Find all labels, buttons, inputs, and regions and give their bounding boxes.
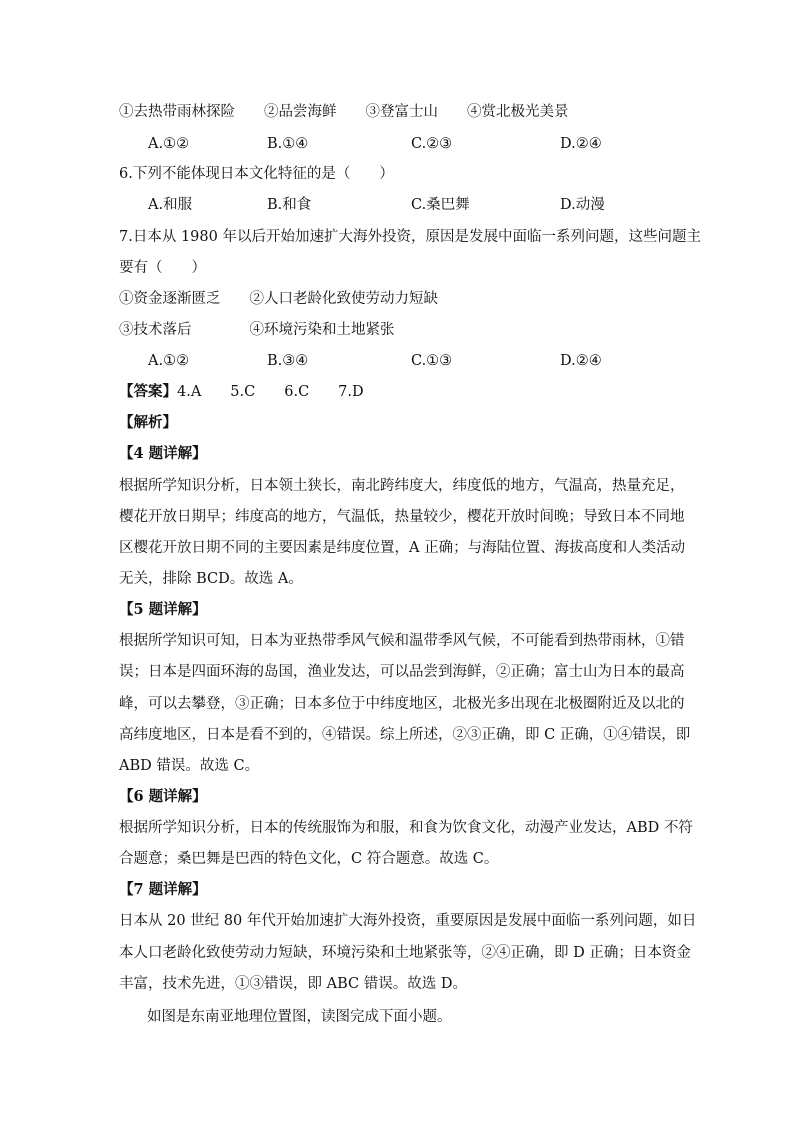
detail6-line: 根据所学知识分析，日本的传统服饰为和服，和食为饮食文化，动漫产业发达，ABD 不符: [119, 820, 693, 836]
answer-text: 4.A 5.C 6.C 7.D: [177, 384, 364, 400]
q7-option-d: D.②④: [560, 353, 602, 369]
q7-option-b: B.③④: [267, 353, 309, 369]
q7-option-a: A.①②: [148, 353, 190, 369]
q7-items-line2: ③技术落后 ④环境污染和土地紧张: [119, 322, 395, 338]
detail7-line: 丰富，技术先进，①③错误，即 ABC 错误。故选 D。: [119, 976, 467, 992]
detail5-heading: 【5 题详解】: [119, 601, 207, 618]
q7-option-c: C.①③: [411, 353, 453, 369]
detail5-line: 误；日本是四面环海的岛国，渔业发达，可以品尝到海鲜，②正确；富士山为日本的最高: [119, 664, 685, 680]
detail5-line: 峰，可以去攀登，③正确；日本多位于中纬度地区，北极光多出现在北极圈附近及以北的: [119, 696, 685, 712]
detail4-line: 无关，排除 BCD。故选 A。: [119, 571, 303, 587]
q5-option-d: D.②④: [560, 136, 602, 152]
q6-option-b: B.和食: [267, 197, 312, 213]
detail4-line: 区樱花开放日期不同的主要因素是纬度位置，A 正确；与海陆位置、海拔高度和人类活动: [119, 540, 686, 556]
detail5-line: ABD 错误。故选 C。: [119, 758, 260, 774]
analysis-heading: 【解析】: [119, 414, 177, 431]
q5-items: ①去热带雨林探险 ②品尝海鲜 ③登富士山 ④赏北极光美景: [119, 104, 569, 120]
q6-option-a: A.和服: [148, 197, 193, 213]
detail4-line: 樱花开放日期早；纬度高的地方，气温低，热量较少，樱花开放时间晚；导致日本不同地: [119, 509, 685, 525]
q5-option-b: B.①④: [267, 136, 309, 152]
detail7-line: 日本从 20 世纪 80 年代开始加速扩大海外投资，重要原因是发展中面临一系列问题，如日: [119, 913, 697, 929]
detail6-heading: 【6 题详解】: [119, 788, 207, 805]
q7-stem-line2: 要有（ ）: [119, 260, 206, 276]
detail4-line: 根据所学知识分析，日本领土狭长，南北跨纬度大，纬度低的地方，气温高，热量充足，: [119, 478, 685, 494]
q7-stem-line1: 7.日本从 1980 年以后开始加速扩大海外投资，原因是发展中面临一系列问题，这些问题主: [119, 229, 701, 245]
detail5-line: 高纬度地区，日本是看不到的，④错误。综上所述，②③正确，即 C 正确，①④错误，即: [119, 727, 691, 743]
q6-stem: 6.下列不能体现日本文化特征的是（ ）: [119, 166, 394, 182]
detail5-line: 根据所学知识可知，日本为亚热带季风气候和温带季风气候，不可能看到热带雨林，①错: [119, 633, 685, 649]
answer-label: 【答案】: [119, 383, 177, 400]
detail7-heading: 【7 题详解】: [119, 881, 207, 898]
q6-option-d: D.动漫: [560, 197, 605, 213]
q5-option-c: C.②③: [411, 136, 453, 152]
detail6-line: 合题意；桑巴舞是巴西的特色文化，C 符合题意。故选 C。: [119, 851, 499, 867]
q5-option-a: A.①②: [148, 136, 190, 152]
detail4-heading: 【4 题详解】: [119, 445, 207, 462]
q7-items-line1: ①资金逐渐匮乏 ②人口老龄化致使劳动力短缺: [119, 291, 438, 307]
next-section-intro: 如图是东南亚地理位置图，读图完成下面小题。: [147, 1009, 452, 1025]
q6-option-c: C.桑巴舞: [411, 197, 470, 213]
detail7-line: 本人口老龄化致使劳动力短缺，环境污染和土地紧张等，②④正确，即 D 正确；日本资金: [119, 945, 691, 961]
answer-line: [119, 382, 364, 402]
